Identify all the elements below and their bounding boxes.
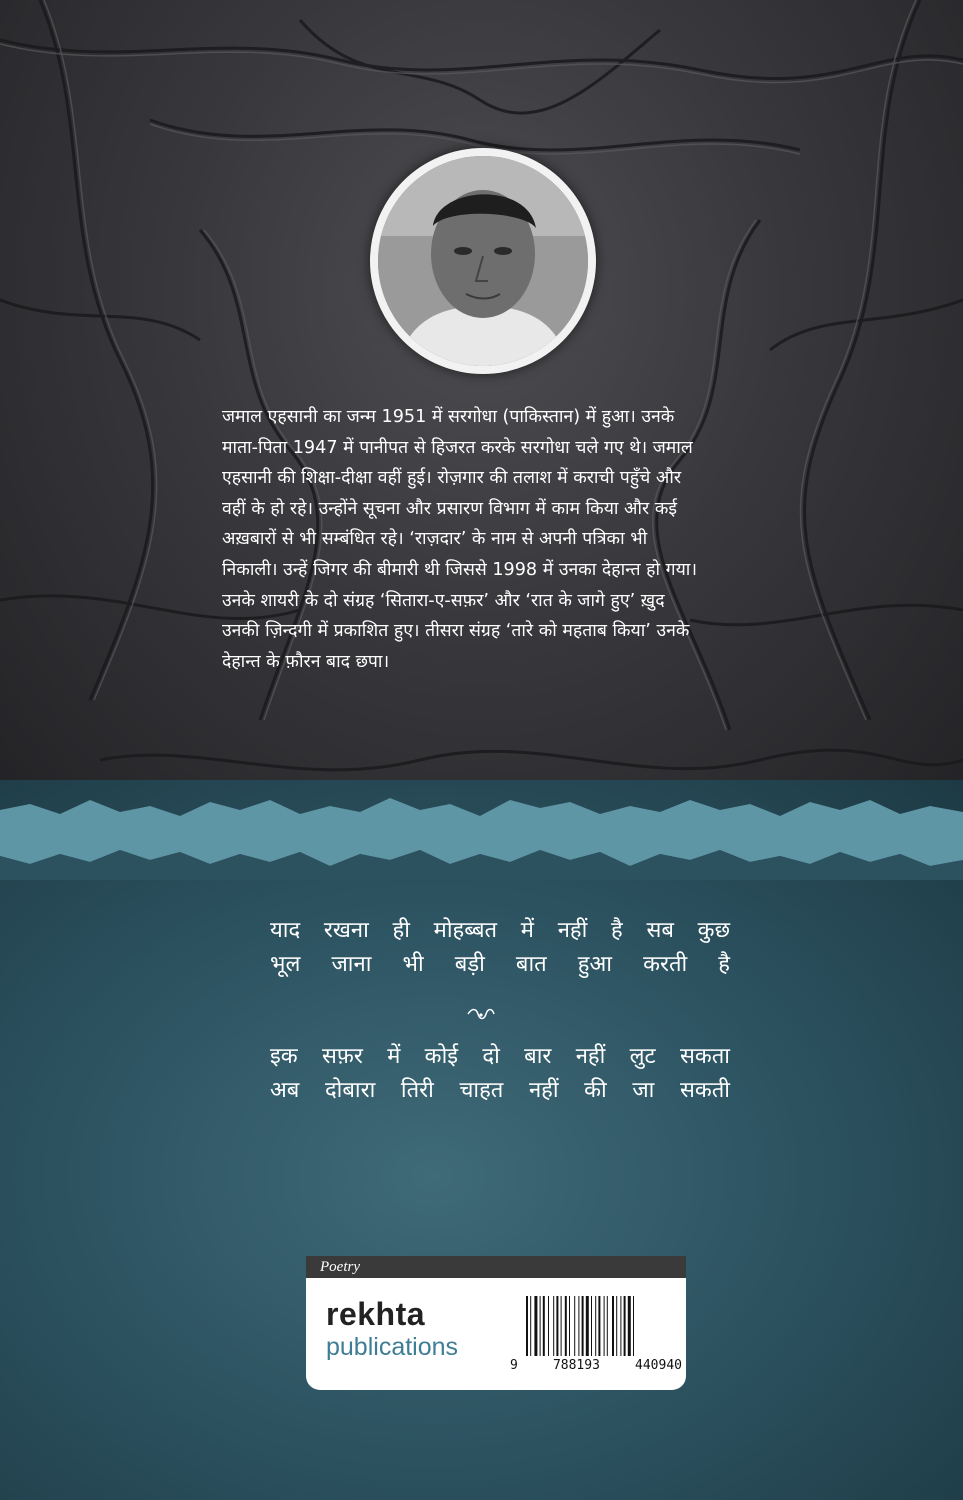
couplet-line: अब दोबारा तिरी चाहत नहीं की जा सकती (270, 1078, 730, 1103)
author-biography (222, 402, 764, 677)
bio-line: माता-पिता 1947 में पानीपत से हिजरत करके सरगोधा चले गए थे। जमाल (222, 437, 693, 458)
bio-line: निकाली। उन्हें जिगर की बीमारी थी जिससे 1998 में उनका देहान्त हो गया। (222, 559, 698, 580)
bio-line: अख़बारों से भी सम्बंधित रहे। ‘राज़दार’ के नाम से अपनी पत्रिका भी (222, 529, 648, 550)
publisher-logo-sub: publications (326, 1333, 459, 1361)
ornament-divider-icon (466, 1006, 496, 1022)
couplet-1 (270, 914, 730, 982)
couplet-line: भूल जाना भी बड़ी बात हुआ करती है (270, 952, 730, 977)
bio-line: वहीं के हो रहे। उन्होंने सूचना और प्रसारण विभाग में काम किया और कई (222, 498, 677, 519)
isbn-digit-group: 9 (510, 1358, 518, 1373)
bio-line: देहान्त के फ़ौरन बाद छपा। (222, 651, 390, 672)
publisher-logo-main: rekhta (326, 1296, 426, 1332)
isbn-digit-group: 440940 (635, 1358, 682, 1373)
isbn-barcode-icon (524, 1296, 674, 1356)
torn-paper-edge (0, 770, 963, 880)
bio-line: जमाल एहसानी का जन्म 1951 में सरगोधा (पाकिस्तान) में हुआ। उनके (222, 407, 675, 427)
isbn-digits (510, 1358, 682, 1373)
genre-label: Poetry (320, 1259, 360, 1275)
couplet-2 (270, 1040, 730, 1108)
author-portrait-image (378, 156, 588, 366)
couplet-line: इक सफ़र में कोई दो बार नहीं लुट सकता (270, 1044, 730, 1069)
bio-line: उनके शायरी के दो संग्रह ‘सितारा-ए-सफ़र’ और ‘रात के जागे हुए’ ख़ुद (222, 590, 665, 611)
author-portrait-frame (370, 148, 596, 374)
author-portrait (378, 156, 588, 366)
isbn-digit-group: 788193 (552, 1358, 600, 1373)
lower-textured-background (0, 780, 963, 1500)
bio-line: उनकी ज़िन्दगी में प्रकाशित हुए। तीसरा संग्रह ‘तारे को महताब किया’ उनके (222, 621, 690, 642)
couplet-line: याद रखना ही मोहब्बत में नहीं है सब कुछ (270, 918, 730, 943)
genre-bar (306, 1256, 686, 1278)
bio-line: एहसानी की शिक्षा-दीक्षा वहीं हुई। रोज़गार की तलाश में कराची पहुँचे और (222, 468, 682, 489)
